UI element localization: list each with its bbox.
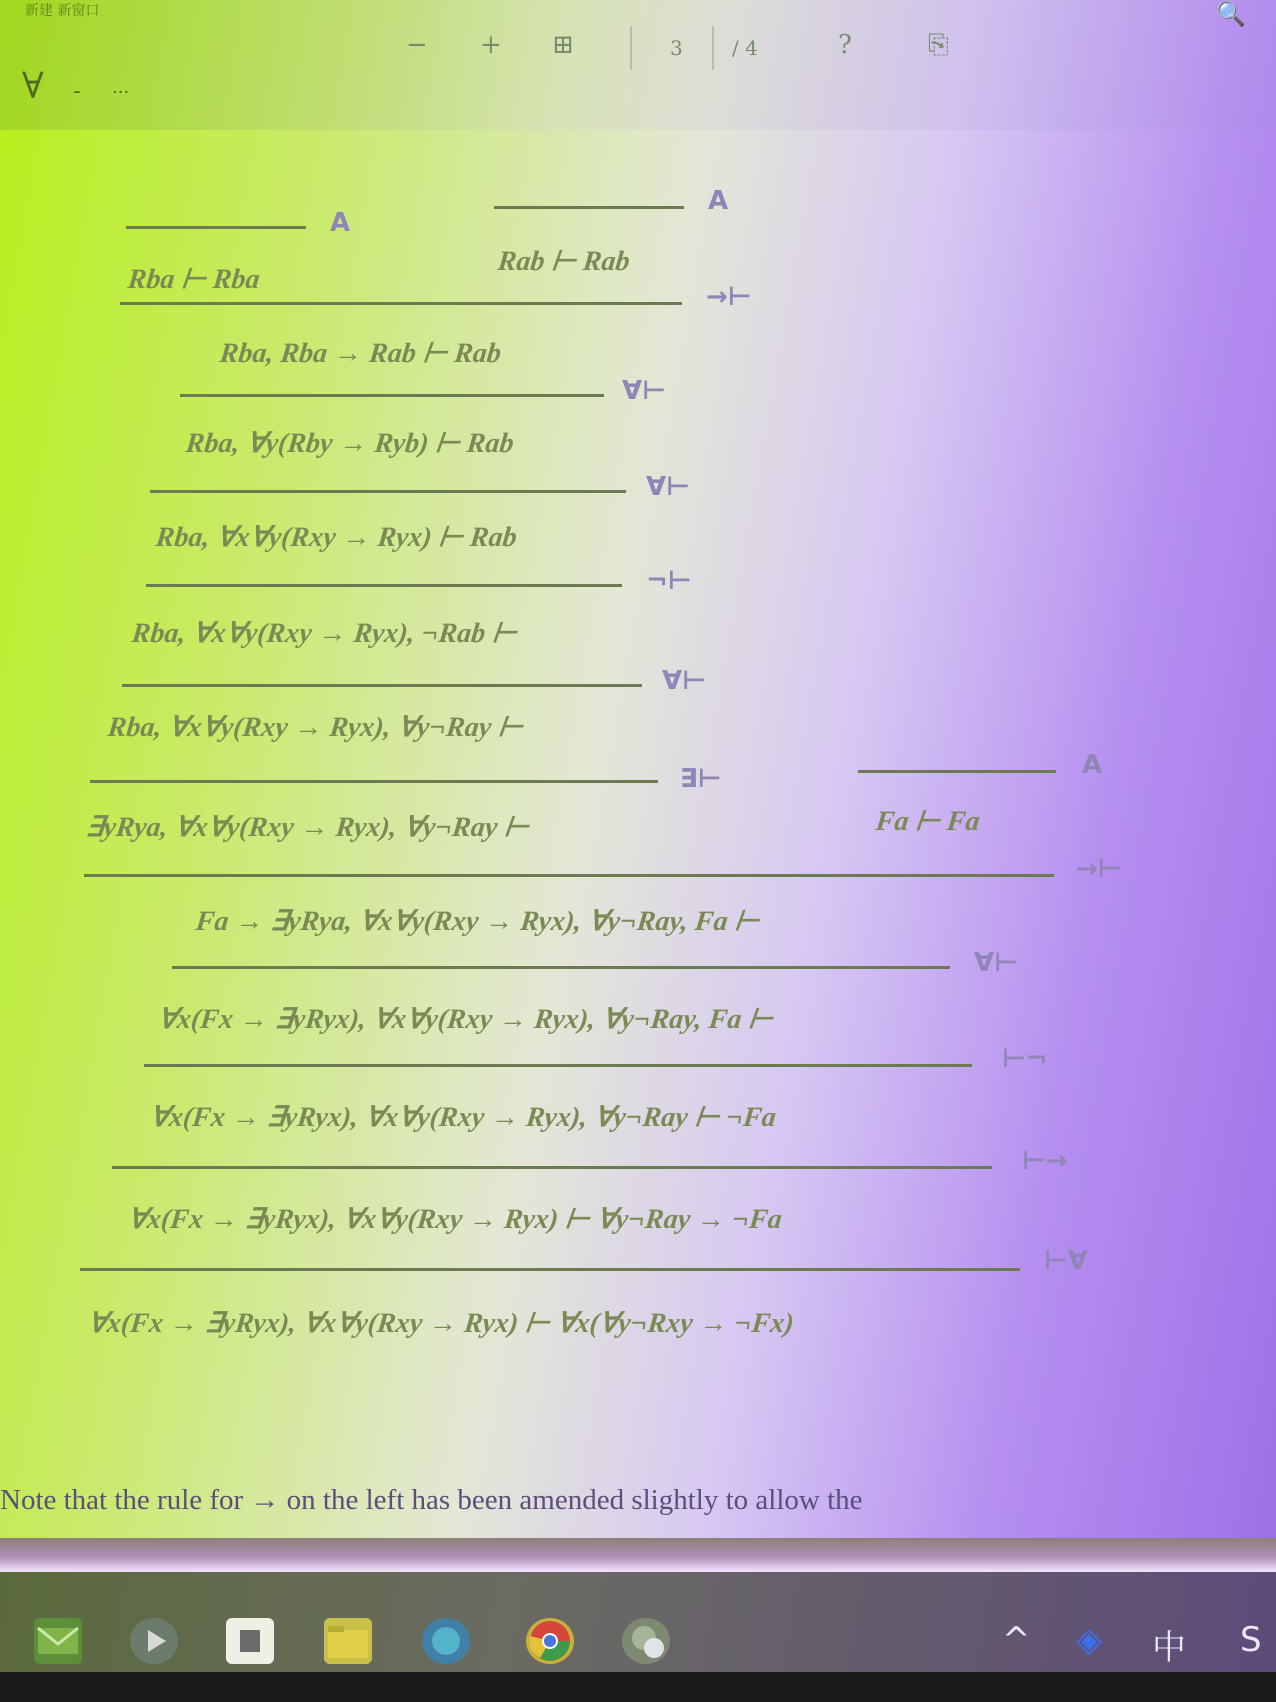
sequent: Rba, ∀x∀y(Rxy → Ryx), ∀y¬Ray ⊢ <box>106 712 525 743</box>
sequent: Rab ⊢ Rab <box>496 246 632 277</box>
filter-control[interactable] <box>22 66 129 107</box>
inference-line <box>172 966 950 969</box>
rule-label: ⊢→ <box>1022 1146 1068 1176</box>
filter-extra: ··· <box>112 82 130 103</box>
sequent: ∀x(Fx → ∃yRyx), ∀x∀y(Rxy → Ryx) ⊢ ∀x(∀y¬Rxy → ¬Fx) <box>86 1308 796 1339</box>
inference-line <box>494 206 684 209</box>
page-number-input[interactable]: 3 <box>670 36 683 60</box>
inference-line <box>858 770 1056 773</box>
inference-line <box>84 874 1054 877</box>
rule-label: ∀⊢ <box>622 376 666 406</box>
sequent: Rba, ∀y(Rby → Ryb) ⊢ Rab <box>184 428 516 459</box>
rule-label: ∀⊢ <box>974 948 1018 978</box>
mail-icon[interactable] <box>34 1618 82 1664</box>
rule-label: ¬⊢ <box>646 566 692 596</box>
filter-dash: - <box>73 79 81 104</box>
forall-filter-icon[interactable]: ∀ <box>22 66 44 107</box>
file-explorer-icon[interactable] <box>324 1618 372 1664</box>
sequent: ∃yRya, ∀x∀y(Rxy → Ryx), ∀y¬Ray ⊢ <box>84 812 531 843</box>
top-menu-text[interactable]: 新建 新窗口 <box>25 3 100 19</box>
media-player-icon[interactable] <box>130 1618 178 1664</box>
sequent: Fa ⊢ Fa <box>874 806 982 837</box>
inference-line <box>150 490 626 493</box>
sequent: ∀x(Fx → ∃yRyx), ∀x∀y(Rxy → Ryx), ∀y¬Ray ⊢ ¬Fa <box>148 1102 778 1133</box>
inference-line <box>112 1166 992 1169</box>
chrome-icon[interactable] <box>526 1618 574 1664</box>
tray-extra-icon[interactable]: S <box>1240 1620 1262 1660</box>
toolbar-divider <box>630 26 632 70</box>
zoom-in-button[interactable]: + <box>480 30 502 60</box>
help-icon[interactable]: ? <box>838 30 852 60</box>
page-total: / 4 <box>732 36 758 60</box>
rule-label: ∃⊢ <box>680 764 722 794</box>
sequent: Rba, ∀x∀y(Rxy → Ryx) ⊢ Rab <box>154 522 519 553</box>
rule-label: ∀⊢ <box>646 472 690 502</box>
inference-line <box>144 1064 972 1067</box>
inference-line <box>180 394 604 397</box>
sequent: Rba, Rba → Rab ⊢ Rab <box>218 338 503 369</box>
inference-line <box>126 226 306 229</box>
rule-label: →⊢ <box>1076 854 1122 884</box>
rule-label: ∀⊢ <box>662 666 706 696</box>
edge-icon[interactable] <box>422 1618 470 1664</box>
screen-bezel <box>0 1672 1276 1702</box>
chat-icon[interactable] <box>622 1618 670 1664</box>
input-method-indicator[interactable]: 中 <box>1152 1628 1186 1668</box>
sequent-proof-tree <box>0 140 1276 1380</box>
page-grid-icon[interactable]: ⊞ <box>552 30 574 60</box>
calculator-icon[interactable] <box>226 1618 274 1664</box>
zoom-out-button[interactable]: − <box>406 30 428 60</box>
rule-label: A <box>708 186 729 216</box>
rule-label: ⊢∀ <box>1044 1246 1088 1276</box>
body-text: Note that the rule for → on the left has been amended slightly to allow the <box>0 1484 863 1516</box>
inference-line <box>80 1268 1020 1271</box>
sequent: ∀x(Fx → ∃yRyx), ∀x∀y(Rxy → Ryx), ∀y¬Ray, Fa ⊢ <box>156 1004 775 1035</box>
inference-line <box>122 684 642 687</box>
sequent: Fa → ∃yRya, ∀x∀y(Rxy → Ryx), ∀y¬Ray, Fa ⊢ <box>194 906 761 937</box>
rule-label: A <box>330 208 351 238</box>
rule-label: ⊢¬ <box>1002 1044 1048 1074</box>
rule-label: A <box>1082 750 1103 780</box>
tray-chevron-icon[interactable]: ^ <box>1002 1620 1031 1660</box>
security-shield-icon[interactable]: ◈ <box>1076 1620 1103 1660</box>
viewer-toolbar <box>0 0 1276 130</box>
sequent: ∀x(Fx → ∃yRyx), ∀x∀y(Rxy → Ryx) ⊢ ∀y¬Ray → ¬Fa <box>126 1204 784 1235</box>
window-bottom-edge <box>0 1538 1276 1572</box>
inference-line <box>146 584 622 587</box>
inference-line <box>90 780 658 783</box>
sequent: Rba, ∀x∀y(Rxy → Ryx), ¬Rab ⊢ <box>130 618 519 649</box>
inference-line <box>120 302 682 305</box>
rule-label: →⊢ <box>706 282 752 312</box>
sequent: Rba ⊢ Rba <box>126 264 262 295</box>
toolbar-divider <box>712 26 714 70</box>
search-icon[interactable]: 🔍 <box>1216 0 1246 28</box>
share-icon[interactable]: ⎘ <box>928 30 949 60</box>
